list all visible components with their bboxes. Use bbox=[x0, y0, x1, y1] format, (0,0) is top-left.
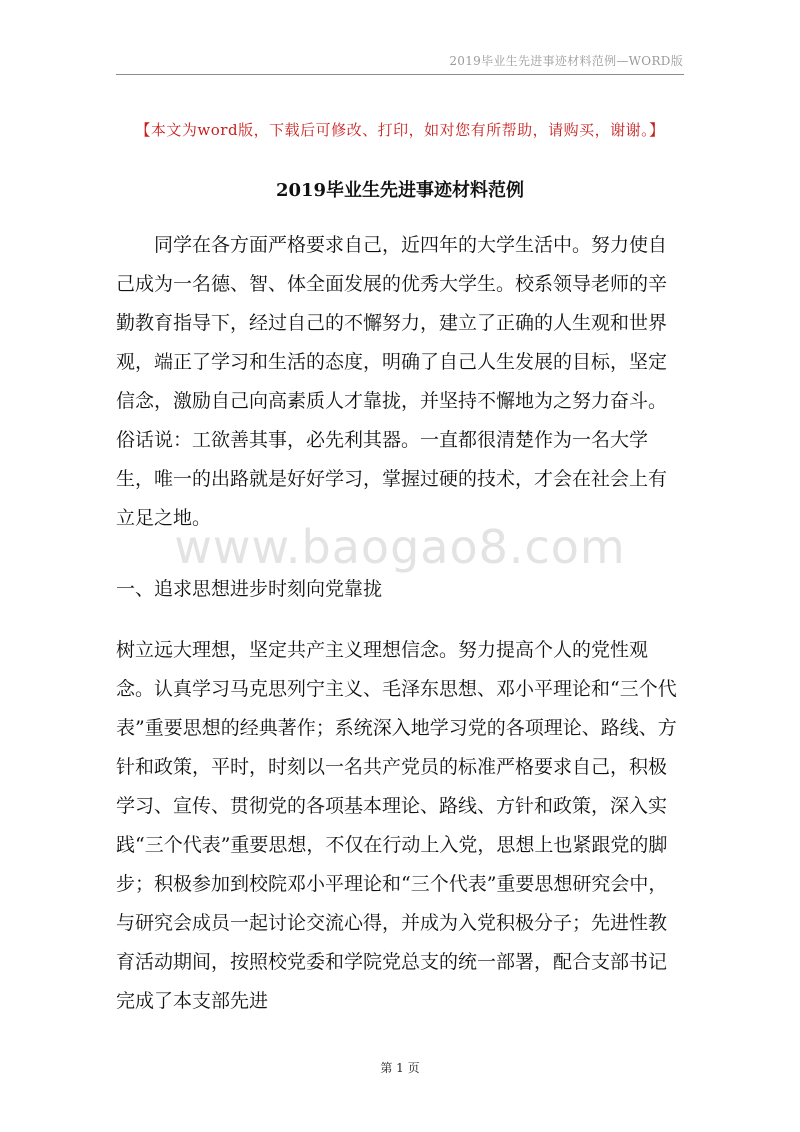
document-title: 2019毕业生先进事迹材料范例 bbox=[275, 180, 525, 201]
running-header: 2019毕业生先进事迹材料范例—WORD版 bbox=[449, 54, 683, 68]
body-paragraph: 树立远大理想，坚定共产主义理想信念。努力提高个人的党性观念。认真学习马克思列宁主义、毛泽东思想、邓小平理论和“三个代表”重要思想的经典著作；系统深入地学习党的各项理论、路线、方针和政策，平时，时刻以一名共产党员的标准严格要求自己，积极学习、宣传、贯彻党的各项基本理论、路线、方针和政策，深入实践“三个代表”重要思想，不仅在行动上入党，思想上也紧跟党的脚步；积极参加到校院邓小平理论和“三个代表”重要思想研究会中，与研究会成员一起讨论交流心得，并成为入党积极分子；先进性教育活动期间，按照校党委和学院党总支的统一部署，配合支部书记完成了本支部先进 bbox=[116, 639, 677, 1012]
purchase-notice: 【本文为word版，下载后可修改、打印，如对您有所帮助，请购买，谢谢。】 bbox=[135, 121, 665, 139]
page-number: 第 1 页 bbox=[380, 1061, 420, 1075]
intro-paragraph: 同学在各方面严格要求自己，近四年的大学生活中。努力使自己成为一名德、智、体全面发展的优秀大学生。校系领导老师的辛勤教育指导下，经过自己的不懈努力，建立了正确的人生观和世界观，端正了学习和生活的态度，明确了自己人生发展的目标，坚定信念，激励自己向高素质人才靠拢，并坚持不懈地为之努力奋斗。俗话说：工欲善其事，必先利其器。一直都很清楚作为一名大学生，唯一的出路就是好好学习，掌握过硬的技术，才会在社会上有立足之地。 bbox=[116, 234, 668, 529]
header-divider bbox=[116, 74, 684, 75]
watermark: www.baogao8.com bbox=[174, 520, 626, 574]
section-heading: 一、追求思想进步时刻向党靠拢 bbox=[116, 578, 383, 600]
